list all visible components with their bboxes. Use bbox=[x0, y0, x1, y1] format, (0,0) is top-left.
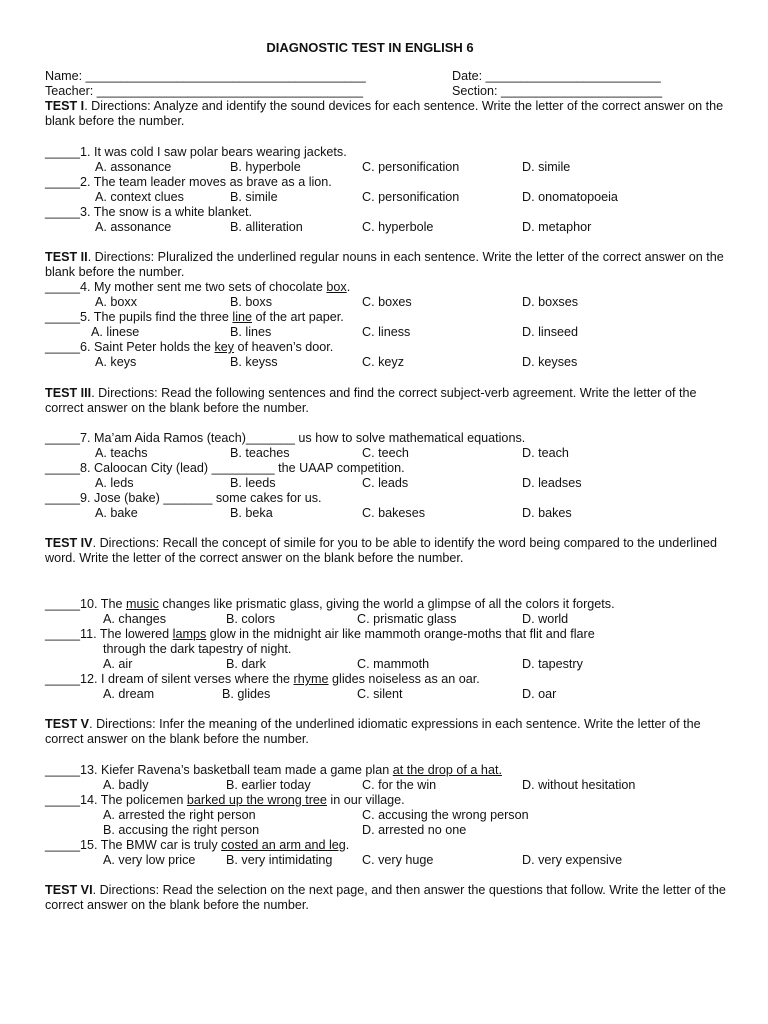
choice-a: A. leds bbox=[95, 476, 134, 490]
page-title: DIAGNOSTIC TEST IN ENGLISH 6 bbox=[266, 40, 474, 55]
choice-c: C. liness bbox=[362, 325, 411, 339]
choice-d: D. without hesitation bbox=[522, 778, 636, 792]
choice-b: B. hyperbole bbox=[230, 160, 301, 174]
choice-d: D. keyses bbox=[522, 355, 578, 369]
question-11-continuation: through the dark tapestry of night. bbox=[103, 642, 292, 656]
choice-c: C. keyz bbox=[362, 355, 404, 369]
choice-b: B. accusing the right person bbox=[103, 823, 260, 837]
question-15: _____15. The BMW car is truly costed an arm and leg. bbox=[45, 838, 350, 852]
choice-d: D. bakes bbox=[522, 506, 572, 520]
question-7: _____7. Ma’am Aida Ramos (teach)_______ us how to solve mathematical equations. bbox=[45, 431, 526, 445]
test-label: TEST II bbox=[45, 250, 88, 264]
choice-c: C. teech bbox=[362, 446, 409, 460]
choice-d: D. metaphor bbox=[522, 220, 592, 234]
test-label: TEST V bbox=[45, 717, 90, 731]
choice-c: C. leads bbox=[362, 476, 409, 490]
test-label: TEST IV bbox=[45, 536, 93, 550]
test-4-directions: TEST IV. Directions: Recall the concept of simile for you to be able to identify the word being compared to the underlined word. Write the letter of the correct answer on the blank before the number. bbox=[45, 536, 718, 566]
choice-a: A. very low price bbox=[103, 853, 196, 867]
question-1: _____1. It was cold I saw polar bears wearing jackets. bbox=[45, 145, 347, 159]
choice-a: A. linese bbox=[91, 325, 140, 339]
choice-d: D. boxses bbox=[522, 295, 578, 309]
question-2: _____2. The team leader moves as brave as a lion. bbox=[45, 175, 332, 189]
choice-d: D. linseed bbox=[522, 325, 579, 339]
choice-d: D. very expensive bbox=[522, 853, 623, 867]
choice-c: C. accusing the wrong person bbox=[362, 808, 529, 822]
test-5-directions: TEST V. Directions: Infer the meaning of the underlined idiomatic expressions in each sentence. Write the letter of the correct answer on the blank before the number. bbox=[45, 717, 701, 747]
question-8: _____8. Caloocan City (lead) _________ the UAAP competition. bbox=[45, 461, 405, 475]
choice-b: B. simile bbox=[230, 190, 278, 204]
choice-a: A. context clues bbox=[95, 190, 184, 204]
question-3: _____3. The snow is a white blanket. bbox=[45, 205, 252, 219]
choice-b: B. beka bbox=[230, 506, 273, 520]
question-10: _____10. The music changes like prismatic glass, giving the world a glimpse of all the colors it forgets. bbox=[45, 597, 615, 611]
choice-c: C. personification bbox=[362, 160, 460, 174]
choice-a: A. assonance bbox=[95, 220, 172, 234]
test-6-directions: TEST VI. Directions: Read the selection on the next page, and then answer the questions that follow. Write the letter of the correct answer on the blank before the number. bbox=[45, 883, 726, 913]
choice-d: D. arrested no one bbox=[362, 823, 467, 837]
choice-a: A. teachs bbox=[95, 446, 148, 460]
choice-b: B. boxs bbox=[230, 295, 272, 309]
question-9: _____9. Jose (bake) _______ some cakes for us. bbox=[45, 491, 322, 505]
test-2-directions: TEST II. Directions: Pluralized the underlined regular nouns in each sentence. Write the letter of the correct answer on the blank before the number. bbox=[45, 250, 724, 280]
choice-d: D. oar bbox=[522, 687, 557, 701]
choice-c: C. very huge bbox=[362, 853, 434, 867]
test-label: TEST III bbox=[45, 386, 92, 400]
choice-c: C. silent bbox=[357, 687, 403, 701]
test-page bbox=[45, 0, 745, 1024]
choice-c: C. for the win bbox=[362, 778, 437, 792]
choice-d: D. tapestry bbox=[522, 657, 583, 671]
choice-b: B. dark bbox=[226, 657, 266, 671]
choice-b: B. alliteration bbox=[230, 220, 303, 234]
choice-a: A. keys bbox=[95, 355, 137, 369]
choice-a: A. air bbox=[103, 657, 133, 671]
choice-c: C. personification bbox=[362, 190, 460, 204]
choice-d: D. simile bbox=[522, 160, 571, 174]
choice-d: D. teach bbox=[522, 446, 569, 460]
question-13: _____13. Kiefer Ravena’s basketball team made a game plan at the drop of a hat. bbox=[45, 763, 502, 777]
choice-b: B. earlier today bbox=[226, 778, 311, 792]
question-6: _____6. Saint Peter holds the key of heaven’s door. bbox=[45, 340, 334, 354]
question-11: _____11. The lowered lamps glow in the midnight air like mammoth orange-moths that flit and flare bbox=[45, 627, 595, 641]
choice-a: A. arrested the right person bbox=[103, 808, 256, 822]
question-12: _____12. I dream of silent verses where the rhyme glides noiseless as an oar. bbox=[45, 672, 480, 686]
choice-b: B. keyss bbox=[230, 355, 278, 369]
choice-d: D. world bbox=[522, 612, 569, 626]
test-1-directions: TEST I. Directions: Analyze and identify the sound devices for each sentence. Write the letter of the correct answer on the blank before the number. bbox=[45, 99, 724, 129]
choice-b: B. lines bbox=[230, 325, 272, 339]
choice-a: A. badly bbox=[103, 778, 149, 792]
choice-b: B. leeds bbox=[230, 476, 276, 490]
choice-d: D. onomatopoeia bbox=[522, 190, 618, 204]
choice-a: A. bake bbox=[95, 506, 138, 520]
choice-c: C. bakeses bbox=[362, 506, 425, 520]
test-label: TEST VI bbox=[45, 883, 93, 897]
choice-a: A. assonance bbox=[95, 160, 172, 174]
test-3-directions: TEST III. Directions: Read the following sentences and find the correct subject-verb agreement. Write the letter of the correct answer on the blank before the number. bbox=[45, 386, 697, 416]
name-field: Name: ________________________________________ bbox=[45, 69, 366, 83]
teacher-field: Teacher: ______________________________________ bbox=[45, 84, 363, 98]
choice-c: C. prismatic glass bbox=[357, 612, 457, 626]
choice-b: B. very intimidating bbox=[226, 853, 333, 867]
question-14: _____14. The policemen barked up the wrong tree in our village. bbox=[45, 793, 405, 807]
section-field: Section: _______________________ bbox=[452, 84, 663, 98]
test-label: TEST I bbox=[45, 99, 85, 113]
choice-a: A. changes bbox=[103, 612, 167, 626]
choice-d: D. leadses bbox=[522, 476, 582, 490]
choice-a: A. boxx bbox=[95, 295, 137, 309]
question-4: _____4. My mother sent me two sets of chocolate box. bbox=[45, 280, 351, 294]
choice-c: C. boxes bbox=[362, 295, 412, 309]
choice-a: A. dream bbox=[103, 687, 155, 701]
date-field: Date: _________________________ bbox=[452, 69, 661, 83]
choice-b: B. glides bbox=[222, 687, 271, 701]
choice-c: C. mammoth bbox=[357, 657, 430, 671]
question-5: _____5. The pupils find the three line of the art paper. bbox=[45, 310, 344, 324]
choice-b: B. colors bbox=[226, 612, 275, 626]
choice-c: C. hyperbole bbox=[362, 220, 434, 234]
choice-b: B. teaches bbox=[230, 446, 290, 460]
